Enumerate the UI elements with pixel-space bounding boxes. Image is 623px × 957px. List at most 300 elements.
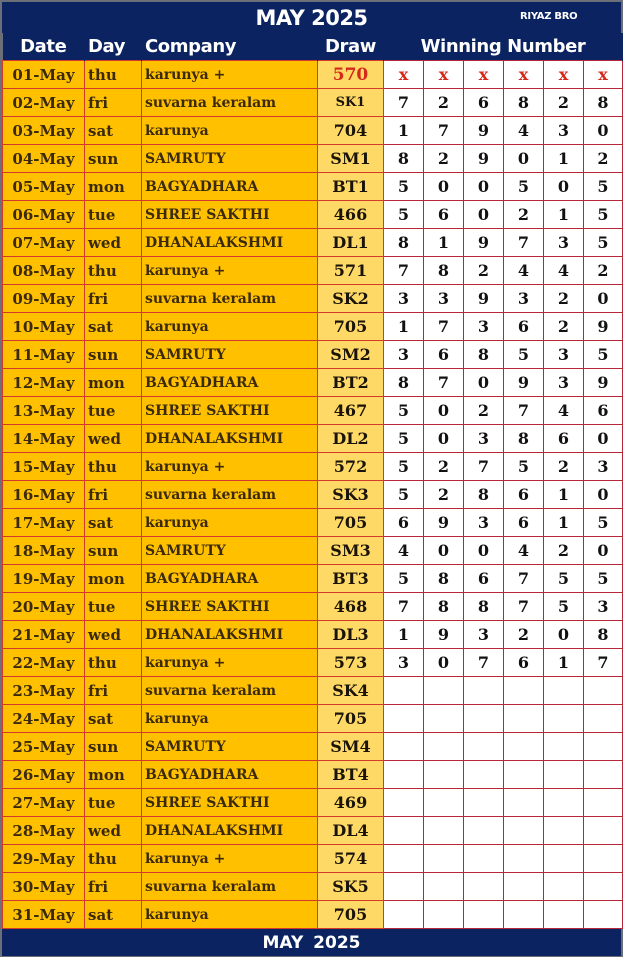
winning-digit-cell: 3 [384, 649, 424, 677]
winning-digit-cell: 1 [384, 621, 424, 649]
winning-digit-cell: 1 [424, 229, 464, 257]
table-row [3, 537, 623, 565]
date-cell: 05-May [3, 173, 85, 201]
day-cell: thu [85, 845, 142, 873]
winning-digit-cell: 1 [544, 201, 584, 229]
table-row [3, 873, 623, 901]
winning-digit-cell: 0 [424, 537, 464, 565]
winning-digit-cell: 1 [384, 117, 424, 145]
winning-digit-cell: 1 [544, 509, 584, 537]
date-cell: 11-May [3, 341, 85, 369]
company-cell: karunya + [142, 649, 318, 677]
day-cell: fri [85, 285, 142, 313]
winning-digit-cell: 9 [464, 229, 504, 257]
company-cell: SAMRUTY [142, 537, 318, 565]
company-cell: SHREE SAKTHI [142, 789, 318, 817]
winning-digit-cell: 9 [504, 369, 544, 397]
winning-digit-cell: 5 [584, 201, 623, 229]
draw-cell: BT3 [318, 565, 384, 593]
table-row [3, 313, 623, 341]
winning-digit-cell [384, 817, 424, 845]
winning-digit-cell: 0 [464, 369, 504, 397]
winning-digit-cell [384, 901, 424, 929]
day-cell: sat [85, 705, 142, 733]
winning-digit-cell: x [544, 61, 584, 89]
winning-digit-cell [424, 901, 464, 929]
table-row [3, 173, 623, 201]
winning-digit-cell [464, 705, 504, 733]
day-cell: fri [85, 873, 142, 901]
winning-digit-cell: 8 [584, 621, 623, 649]
table-row [3, 789, 623, 817]
winning-digit-cell [584, 733, 623, 761]
day-cell: mon [85, 369, 142, 397]
table-row [3, 593, 623, 621]
date-cell: 13-May [3, 397, 85, 425]
draw-cell: BT4 [318, 761, 384, 789]
day-cell: sun [85, 537, 142, 565]
winning-digit-cell: 7 [504, 397, 544, 425]
date-cell: 10-May [3, 313, 85, 341]
draw-cell: 572 [318, 453, 384, 481]
winning-digit-cell: 2 [584, 257, 623, 285]
winning-digit-cell: 8 [384, 145, 424, 173]
date-cell: 24-May [3, 705, 85, 733]
winning-digit-cell: 3 [584, 453, 623, 481]
company-cell: BAGYADHARA [142, 173, 318, 201]
column-header-draw: Draw [318, 33, 384, 61]
winning-digit-cell: 1 [544, 649, 584, 677]
winning-digit-cell: 0 [424, 649, 464, 677]
winning-digit-cell: x [584, 61, 623, 89]
winning-digit-cell: 5 [584, 341, 623, 369]
column-header-date: Date [3, 33, 85, 61]
day-cell: fri [85, 677, 142, 705]
table-row [3, 397, 623, 425]
column-header-row [3, 33, 623, 61]
winning-digit-cell [584, 789, 623, 817]
company-cell: karunya [142, 509, 318, 537]
winning-digit-cell [424, 705, 464, 733]
winning-digit-cell [544, 817, 584, 845]
date-cell: 06-May [3, 201, 85, 229]
table-row [3, 229, 623, 257]
winning-digit-cell [584, 761, 623, 789]
draw-cell: 705 [318, 509, 384, 537]
winning-digit-cell [504, 733, 544, 761]
winning-digit-cell: 3 [544, 369, 584, 397]
winning-digit-cell [544, 705, 584, 733]
author-label: RIYAZ BRO [520, 11, 578, 22]
day-cell: mon [85, 761, 142, 789]
winning-digit-cell [384, 789, 424, 817]
table-row [3, 453, 623, 481]
winning-digit-cell [464, 789, 504, 817]
winning-digit-cell: 5 [384, 481, 424, 509]
table-row [3, 425, 623, 453]
winning-digit-cell: 7 [504, 593, 544, 621]
winning-digit-cell: 5 [384, 425, 424, 453]
date-cell: 26-May [3, 761, 85, 789]
winning-digit-cell: 0 [584, 117, 623, 145]
draw-cell: 467 [318, 397, 384, 425]
winning-digit-cell: 5 [584, 229, 623, 257]
winning-digit-cell [384, 873, 424, 901]
date-cell: 17-May [3, 509, 85, 537]
day-cell: thu [85, 649, 142, 677]
winning-digit-cell [424, 677, 464, 705]
table-row [3, 285, 623, 313]
company-cell: SAMRUTY [142, 341, 318, 369]
winning-digit-cell: 6 [424, 201, 464, 229]
date-cell: 21-May [3, 621, 85, 649]
winning-digit-cell: 4 [504, 257, 544, 285]
day-cell: sat [85, 313, 142, 341]
winning-digit-cell: 3 [384, 285, 424, 313]
draw-cell: SK3 [318, 481, 384, 509]
day-cell: fri [85, 481, 142, 509]
winning-digit-cell: 6 [544, 425, 584, 453]
winning-digit-cell: 6 [424, 341, 464, 369]
winning-digit-cell: 8 [384, 369, 424, 397]
winning-digit-cell [424, 873, 464, 901]
date-cell: 01-May [3, 61, 85, 89]
winning-digit-cell [504, 677, 544, 705]
table-row [3, 369, 623, 397]
table-row [3, 61, 623, 89]
draw-cell: BT1 [318, 173, 384, 201]
table-row [3, 705, 623, 733]
winning-digit-cell: 0 [584, 285, 623, 313]
winning-digit-cell: 8 [424, 593, 464, 621]
winning-digit-cell: 3 [544, 341, 584, 369]
date-cell: 31-May [3, 901, 85, 929]
draw-cell: DL3 [318, 621, 384, 649]
winning-digit-cell [384, 733, 424, 761]
winning-digit-cell [584, 873, 623, 901]
winning-digit-cell: 5 [584, 565, 623, 593]
date-cell: 22-May [3, 649, 85, 677]
winning-digit-cell [504, 789, 544, 817]
draw-cell: 469 [318, 789, 384, 817]
winning-digit-cell [504, 873, 544, 901]
draw-cell: 705 [318, 901, 384, 929]
draw-cell: 704 [318, 117, 384, 145]
company-cell: suvarna keralam [142, 677, 318, 705]
table-row [3, 845, 623, 873]
company-cell: karunya [142, 313, 318, 341]
table-row [3, 89, 623, 117]
day-cell: thu [85, 61, 142, 89]
company-cell: DHANALAKSHMI [142, 817, 318, 845]
footer-bar: MAY 2025 [2, 929, 621, 956]
winning-digit-cell: 2 [544, 89, 584, 117]
company-cell: SHREE SAKTHI [142, 593, 318, 621]
company-cell: SHREE SAKTHI [142, 397, 318, 425]
winning-digit-cell: 5 [384, 173, 424, 201]
winning-digit-cell [504, 705, 544, 733]
draw-cell: 570 [318, 61, 384, 89]
draw-cell: 466 [318, 201, 384, 229]
winning-digit-cell: 3 [464, 425, 504, 453]
winning-digit-cell: 5 [504, 341, 544, 369]
winning-digit-cell: 9 [584, 369, 623, 397]
company-cell: DHANALAKSHMI [142, 621, 318, 649]
date-cell: 04-May [3, 145, 85, 173]
company-cell: DHANALAKSHMI [142, 425, 318, 453]
draw-cell: 705 [318, 705, 384, 733]
winning-digit-cell: 3 [544, 117, 584, 145]
title-bar [2, 2, 621, 33]
winning-digit-cell: 8 [464, 593, 504, 621]
winning-digit-cell: 2 [584, 145, 623, 173]
winning-digit-cell: 9 [464, 285, 504, 313]
table-row [3, 201, 623, 229]
winning-digit-cell: 8 [504, 425, 544, 453]
table-row [3, 649, 623, 677]
winning-digit-cell: 8 [464, 481, 504, 509]
winning-digit-cell [384, 845, 424, 873]
winning-digit-cell [544, 761, 584, 789]
winning-digit-cell: 1 [544, 481, 584, 509]
table-row [3, 481, 623, 509]
date-cell: 14-May [3, 425, 85, 453]
day-cell: tue [85, 593, 142, 621]
table-row [3, 817, 623, 845]
date-cell: 16-May [3, 481, 85, 509]
day-cell: tue [85, 789, 142, 817]
table-row [3, 761, 623, 789]
winning-digit-cell: 2 [464, 257, 504, 285]
draw-cell: DL1 [318, 229, 384, 257]
winning-digit-cell [464, 677, 504, 705]
company-cell: suvarna keralam [142, 873, 318, 901]
winning-digit-cell: 2 [424, 89, 464, 117]
date-cell: 12-May [3, 369, 85, 397]
winning-digit-cell: x [424, 61, 464, 89]
company-cell: suvarna keralam [142, 89, 318, 117]
winning-digit-cell [584, 677, 623, 705]
winning-digit-cell: 3 [384, 341, 424, 369]
winning-digit-cell: 3 [584, 593, 623, 621]
company-cell: suvarna keralam [142, 481, 318, 509]
table-row [3, 733, 623, 761]
winning-digit-cell: 4 [544, 257, 584, 285]
winning-digit-cell: 0 [464, 173, 504, 201]
draw-cell: 574 [318, 845, 384, 873]
company-cell: karunya + [142, 61, 318, 89]
winning-digit-cell: 1 [384, 313, 424, 341]
company-cell: karunya + [142, 845, 318, 873]
winning-digit-cell: 6 [504, 481, 544, 509]
draw-cell: SM4 [318, 733, 384, 761]
winning-digit-cell: 5 [544, 565, 584, 593]
winning-digit-cell: 2 [504, 201, 544, 229]
winning-digit-cell: 5 [384, 565, 424, 593]
winning-digit-cell: 0 [544, 173, 584, 201]
winning-digit-cell [424, 817, 464, 845]
winning-digit-cell: 5 [504, 173, 544, 201]
winning-digit-cell [424, 845, 464, 873]
winning-digit-cell: 4 [544, 397, 584, 425]
winning-digit-cell: 2 [424, 453, 464, 481]
column-header-winning-number: Winning Number [384, 33, 623, 61]
draw-cell: 573 [318, 649, 384, 677]
winning-digit-cell: 5 [584, 173, 623, 201]
date-cell: 20-May [3, 593, 85, 621]
winning-digit-cell [464, 761, 504, 789]
day-cell: fri [85, 89, 142, 117]
winning-digit-cell [384, 677, 424, 705]
winning-digit-cell: 3 [544, 229, 584, 257]
winning-digit-cell: 7 [384, 89, 424, 117]
date-cell: 08-May [3, 257, 85, 285]
winning-digit-cell: 2 [504, 621, 544, 649]
winning-digit-cell: x [464, 61, 504, 89]
winning-digit-cell: 5 [584, 509, 623, 537]
day-cell: wed [85, 425, 142, 453]
winning-digit-cell: 7 [504, 565, 544, 593]
date-cell: 25-May [3, 733, 85, 761]
winning-digit-cell: 8 [384, 229, 424, 257]
day-cell: mon [85, 173, 142, 201]
winning-digit-cell: 1 [544, 145, 584, 173]
results-body [3, 61, 623, 929]
draw-cell: SK4 [318, 677, 384, 705]
date-cell: 19-May [3, 565, 85, 593]
winning-digit-cell: 9 [424, 509, 464, 537]
draw-cell: SM1 [318, 145, 384, 173]
winning-digit-cell: 4 [384, 537, 424, 565]
winning-digit-cell [584, 901, 623, 929]
winning-digit-cell: 0 [584, 425, 623, 453]
winning-digit-cell [544, 845, 584, 873]
draw-cell: 571 [318, 257, 384, 285]
winning-digit-cell [544, 901, 584, 929]
table-row [3, 901, 623, 929]
winning-digit-cell [464, 845, 504, 873]
company-cell: karunya + [142, 453, 318, 481]
winning-digit-cell: 0 [464, 201, 504, 229]
winning-digit-cell [384, 705, 424, 733]
winning-digit-cell: 7 [584, 649, 623, 677]
day-cell: tue [85, 201, 142, 229]
company-cell: karunya [142, 705, 318, 733]
page-title: MAY 2025 [255, 6, 368, 30]
winning-digit-cell: 3 [464, 621, 504, 649]
draw-cell: 468 [318, 593, 384, 621]
winning-digit-cell: 9 [584, 313, 623, 341]
winning-digit-cell: 7 [504, 229, 544, 257]
draw-cell: SK1 [318, 89, 384, 117]
table-row [3, 117, 623, 145]
winning-digit-cell [464, 817, 504, 845]
date-cell: 28-May [3, 817, 85, 845]
winning-digit-cell: 3 [424, 285, 464, 313]
day-cell: sun [85, 733, 142, 761]
company-cell: BAGYADHARA [142, 565, 318, 593]
winning-digit-cell [504, 761, 544, 789]
date-cell: 27-May [3, 789, 85, 817]
table-row [3, 145, 623, 173]
winning-digit-cell [424, 761, 464, 789]
date-cell: 18-May [3, 537, 85, 565]
winning-digit-cell: 7 [384, 593, 424, 621]
company-cell: karunya + [142, 257, 318, 285]
day-cell: sat [85, 117, 142, 145]
winning-digit-cell: 7 [424, 369, 464, 397]
winning-digit-cell: 7 [464, 453, 504, 481]
winning-digit-cell [544, 677, 584, 705]
winning-digit-cell [504, 817, 544, 845]
winning-digit-cell [464, 733, 504, 761]
winning-digit-cell [464, 873, 504, 901]
winning-digit-cell: 5 [504, 453, 544, 481]
winning-digit-cell: 8 [584, 89, 623, 117]
company-cell: BAGYADHARA [142, 369, 318, 397]
draw-cell: SK5 [318, 873, 384, 901]
winning-digit-cell [544, 789, 584, 817]
date-cell: 03-May [3, 117, 85, 145]
winning-digit-cell: 6 [464, 89, 504, 117]
column-header-day: Day [85, 33, 142, 61]
winning-digit-cell: 6 [464, 565, 504, 593]
winning-digit-cell: 0 [504, 145, 544, 173]
winning-digit-cell: 7 [424, 313, 464, 341]
day-cell: sat [85, 901, 142, 929]
winning-digit-cell: 5 [384, 201, 424, 229]
draw-cell: SK2 [318, 285, 384, 313]
draw-cell: SM3 [318, 537, 384, 565]
winning-digit-cell: 7 [424, 117, 464, 145]
date-cell: 15-May [3, 453, 85, 481]
winning-digit-cell: 8 [464, 341, 504, 369]
table-row [3, 621, 623, 649]
winning-digit-cell: 3 [504, 285, 544, 313]
date-cell: 02-May [3, 89, 85, 117]
draw-cell: 705 [318, 313, 384, 341]
winning-digit-cell: 6 [384, 509, 424, 537]
winning-digit-cell: 6 [584, 397, 623, 425]
winning-digit-cell: x [504, 61, 544, 89]
winning-digit-cell: 2 [424, 481, 464, 509]
winning-digit-cell: 5 [544, 593, 584, 621]
date-cell: 30-May [3, 873, 85, 901]
winning-digit-cell: 0 [424, 425, 464, 453]
table-row [3, 509, 623, 537]
day-cell: wed [85, 621, 142, 649]
table-row [3, 341, 623, 369]
winning-digit-cell [584, 817, 623, 845]
winning-digit-cell: 7 [384, 257, 424, 285]
day-cell: wed [85, 229, 142, 257]
winning-digit-cell [424, 733, 464, 761]
table-row [3, 677, 623, 705]
company-cell: DHANALAKSHMI [142, 229, 318, 257]
winning-digit-cell [544, 733, 584, 761]
table-row [3, 565, 623, 593]
winning-digit-cell: 2 [544, 313, 584, 341]
company-cell: SAMRUTY [142, 733, 318, 761]
winning-digit-cell: 3 [464, 313, 504, 341]
winning-digit-cell: 8 [424, 257, 464, 285]
day-cell: mon [85, 565, 142, 593]
draw-cell: BT2 [318, 369, 384, 397]
winning-digit-cell: 0 [544, 621, 584, 649]
table-row [3, 257, 623, 285]
winning-digit-cell: 6 [504, 509, 544, 537]
winning-digit-cell: 2 [544, 453, 584, 481]
